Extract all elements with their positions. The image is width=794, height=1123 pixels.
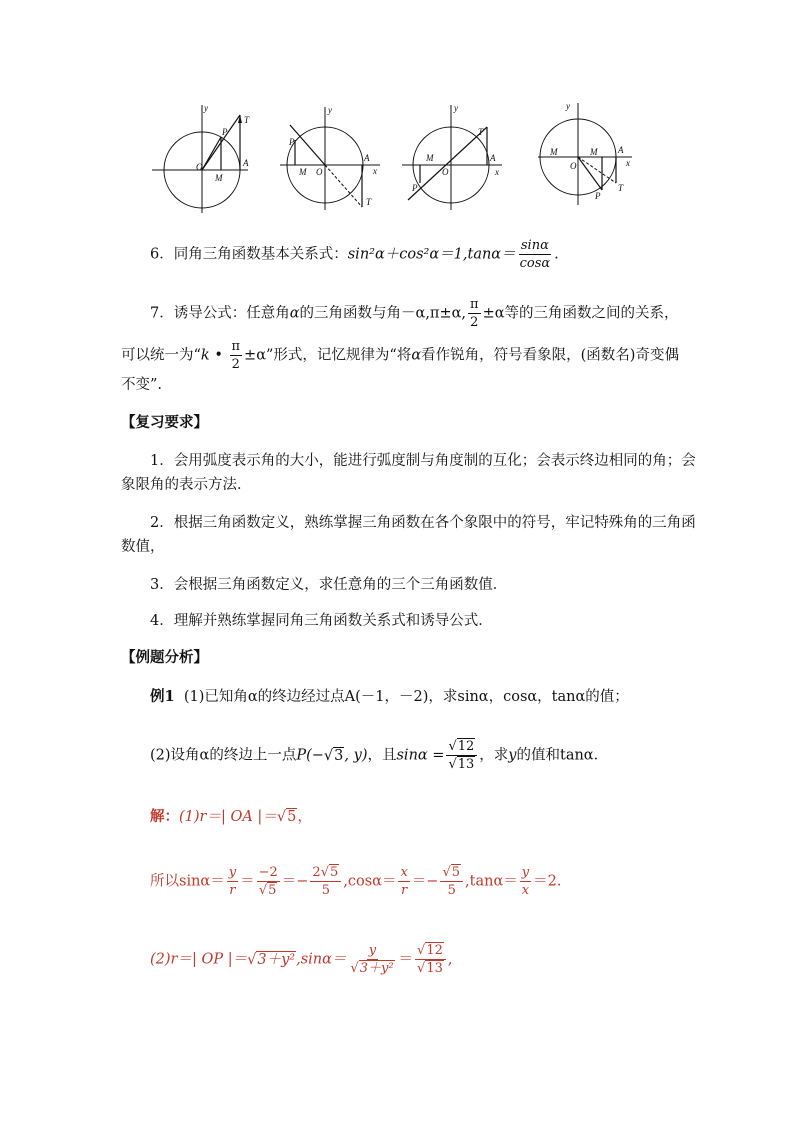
- item6-fraction: [518, 237, 553, 272]
- item7-two-b: 2: [231, 357, 240, 372]
- figure-2: [280, 105, 380, 210]
- s2-f5-d: 5: [447, 883, 456, 898]
- item-6: [150, 237, 559, 272]
- q2-num: 12: [457, 739, 475, 754]
- svg-text:A: A: [490, 153, 496, 163]
- svg-text:T: T: [478, 127, 484, 137]
- svg-text:O: O: [316, 167, 323, 177]
- s2-f5-n-wrap: √5: [440, 864, 463, 882]
- q2-fraction-den: √13: [448, 757, 475, 772]
- item7-pi-over-2: [468, 296, 481, 331]
- svg-text:P: P: [222, 127, 228, 137]
- s2-frac-6: [520, 864, 531, 899]
- q2-text-g: ，求: [479, 747, 509, 764]
- svg-text:A: A: [618, 145, 624, 155]
- s3-rad: 3＋y²: [257, 951, 296, 968]
- q2-sin: sinα =: [396, 747, 445, 764]
- svg-text:M: M: [426, 153, 434, 163]
- svg-text:y: y: [328, 105, 332, 115]
- svg-text:A: A: [364, 153, 370, 163]
- q2-point: P(−: [296, 747, 324, 764]
- q2-den: 13: [457, 757, 475, 772]
- solution-line-1: [150, 806, 312, 828]
- s3-frac-2: [415, 942, 446, 977]
- item7-pi: π: [470, 297, 479, 312]
- review-1a: 1．会用弧度表示角的大小，能进行弧度制与角度制的互化；会表示终边相同的角；会: [150, 453, 696, 469]
- s2-f3-n-b: 5: [329, 865, 339, 880]
- item7-text-f: 看作锐角，符号看象限，(函数名)奇变偶: [421, 347, 679, 364]
- example-1-q2: [150, 738, 608, 773]
- item6-identity: sin²α＋cos²α＝1,tanα＝: [347, 246, 516, 263]
- review-heading: 【复习要求】: [121, 414, 208, 431]
- s3-text-a: (2)r＝| OP |＝: [150, 951, 248, 968]
- s3-den: 3＋y²: [359, 961, 394, 976]
- s2-frac-1: [227, 864, 238, 899]
- svg-text:y: y: [454, 103, 458, 113]
- svg-text:M: M: [215, 173, 223, 183]
- s2-f4-d: r: [401, 883, 408, 898]
- solution-label: 解：: [150, 808, 179, 825]
- s2-f3-n-wrap: 2√5: [310, 864, 341, 882]
- review-2b: 数值，: [121, 539, 165, 555]
- s3-sin: ,sinα＝: [296, 951, 347, 968]
- item6-suffix: .: [554, 246, 559, 263]
- example-1-label: 例1: [150, 688, 175, 705]
- s2-f2-d-wrap: √5: [258, 883, 277, 898]
- s2-frac-5: [440, 864, 463, 899]
- s2-f4-n: x: [400, 865, 408, 880]
- s2-f2-d: 5: [268, 883, 277, 898]
- s1-end: ，: [297, 809, 312, 825]
- svg-text:T: T: [618, 183, 624, 193]
- item7-alpha: α: [289, 305, 300, 322]
- svg-text:x: x: [373, 166, 377, 176]
- item-7-line-2: [121, 338, 679, 373]
- s1-text: (1)r＝| OA |＝: [179, 809, 277, 825]
- svg-text:P: P: [412, 183, 418, 193]
- q2-y: y: [508, 747, 517, 764]
- s2-eq-1: ＝: [240, 873, 255, 890]
- item7-alpha-b: α: [411, 347, 422, 364]
- s2-frac-4: [398, 864, 409, 899]
- s2-cos: ,cosα＝: [343, 873, 397, 890]
- svg-text:M: M: [299, 167, 307, 177]
- q2-fraction: [446, 738, 477, 773]
- q2-text-e: ，且: [367, 747, 397, 764]
- item7-text-e: ”形式，记忆规律为“将: [266, 347, 412, 364]
- figure-4: [538, 101, 632, 205]
- s2-f2-n: −2: [258, 865, 278, 880]
- s2-text-a: 所以sinα＝: [150, 873, 225, 890]
- s3-f2-n: 12: [426, 943, 443, 958]
- svg-text:T: T: [244, 115, 250, 125]
- s2-minus-1: ＝−: [281, 873, 309, 890]
- svg-text:M: M: [550, 147, 558, 157]
- svg-text:O: O: [570, 161, 577, 171]
- q2-text-i: 的值和tanα．: [516, 747, 609, 764]
- item7-pi-over-2-b: [230, 338, 243, 373]
- q2-sqrt-3: √3: [323, 747, 344, 764]
- review-1b: 象限角的表示方法．: [121, 477, 252, 493]
- s3-f2-d: 13: [426, 961, 443, 976]
- item6-prefix: 6．同角三角函数基本关系式：: [150, 246, 348, 263]
- item7-pm-alpha: ±α: [244, 347, 266, 364]
- s3-num: y: [368, 943, 377, 958]
- unit-circle-figures: [140, 95, 660, 215]
- item7-text-c: ±α等的三角函数之间的关系，: [482, 305, 679, 322]
- item6-den: cosα: [519, 256, 551, 271]
- svg-text:x: x: [495, 167, 499, 177]
- svg-text:T: T: [366, 197, 372, 207]
- figure-3: [402, 103, 502, 210]
- example-1-q1: [150, 686, 629, 708]
- s2-minus-2: ＝−: [411, 873, 439, 890]
- s1-rad: 5: [287, 809, 297, 825]
- item7-two: 2: [470, 315, 479, 330]
- item7-text-d: 可以统一为“: [121, 347, 201, 364]
- s2-f6-n: y: [521, 865, 530, 880]
- example-1-question-1: (1)已知角α的终边经过点A(－1，－2)，求sinα，cosα，tanα的值；: [183, 689, 629, 705]
- svg-text:O: O: [196, 162, 203, 172]
- item7-dot: •: [209, 347, 228, 364]
- svg-text:P: P: [289, 137, 295, 147]
- figure-1: [152, 103, 250, 213]
- review-3: 3．会根据三角函数定义，求任意角的三个三角函数值．: [150, 577, 508, 593]
- item7-k: k: [200, 347, 210, 364]
- svg-text:x: x: [626, 158, 630, 168]
- s3-f2-n-wrap: √12: [415, 942, 446, 960]
- s1-sqrt-5: √5: [276, 809, 297, 825]
- q2-sqrt-3-rad: 3: [334, 747, 344, 764]
- item7-text-a: 7．诱导公式：任意角: [150, 305, 290, 322]
- svg-text:P: P: [595, 191, 601, 201]
- review-2a: 2．根据三角函数定义，熟练掌握三角函数在各个象限中的符号，牢记特殊角的三角函: [150, 515, 696, 531]
- q2-point-end: , y): [344, 747, 368, 764]
- s2-frac-3: [310, 864, 341, 899]
- item6-num: sinα: [520, 238, 549, 253]
- s2-f3-n-a: 2: [312, 865, 321, 880]
- q2-fraction-num: √12: [446, 738, 477, 756]
- q2-text-a: (2)设角α的终边上一点: [150, 747, 297, 764]
- s2-frac-2: [257, 864, 280, 899]
- s2-f3-d: 5: [321, 883, 330, 898]
- item7-pi-b: π: [231, 339, 241, 354]
- s3-den-wrap: √3＋y²: [350, 961, 394, 976]
- item7-text-b: 的三角函数与角－α,π±α,: [299, 305, 467, 322]
- solution-line-2: [150, 864, 561, 899]
- s3-eq: ＝: [398, 951, 414, 968]
- solution-line-3: [150, 942, 453, 977]
- s2-f1-n: y: [228, 865, 237, 880]
- svg-text:y: y: [204, 103, 208, 113]
- s3-end: ,: [447, 951, 453, 968]
- examples-heading: 【例题分析】: [121, 649, 208, 666]
- svg-text:O: O: [442, 167, 449, 177]
- item-7-line-3: [121, 374, 162, 396]
- s3-frac-1: [348, 942, 396, 977]
- s3-sqrt: √3＋y²: [247, 951, 296, 968]
- review-4: 4．理解并熟练掌握同角三角函数关系式和诱导公式．: [150, 613, 493, 629]
- s2-tan: ,tanα＝: [465, 873, 518, 890]
- svg-text:A: A: [243, 158, 249, 168]
- item7-text-g: 不变”.: [121, 377, 163, 393]
- s2-end: ＝2.: [533, 873, 562, 890]
- s3-f2-d-wrap: √13: [417, 961, 443, 976]
- s2-f5-n: 5: [451, 865, 461, 880]
- svg-text:M: M: [590, 147, 598, 157]
- s2-f6-d: x: [521, 883, 530, 898]
- item-7-line-1: [150, 296, 679, 331]
- svg-text:y: y: [566, 101, 570, 111]
- s2-f1-d: r: [229, 883, 236, 898]
